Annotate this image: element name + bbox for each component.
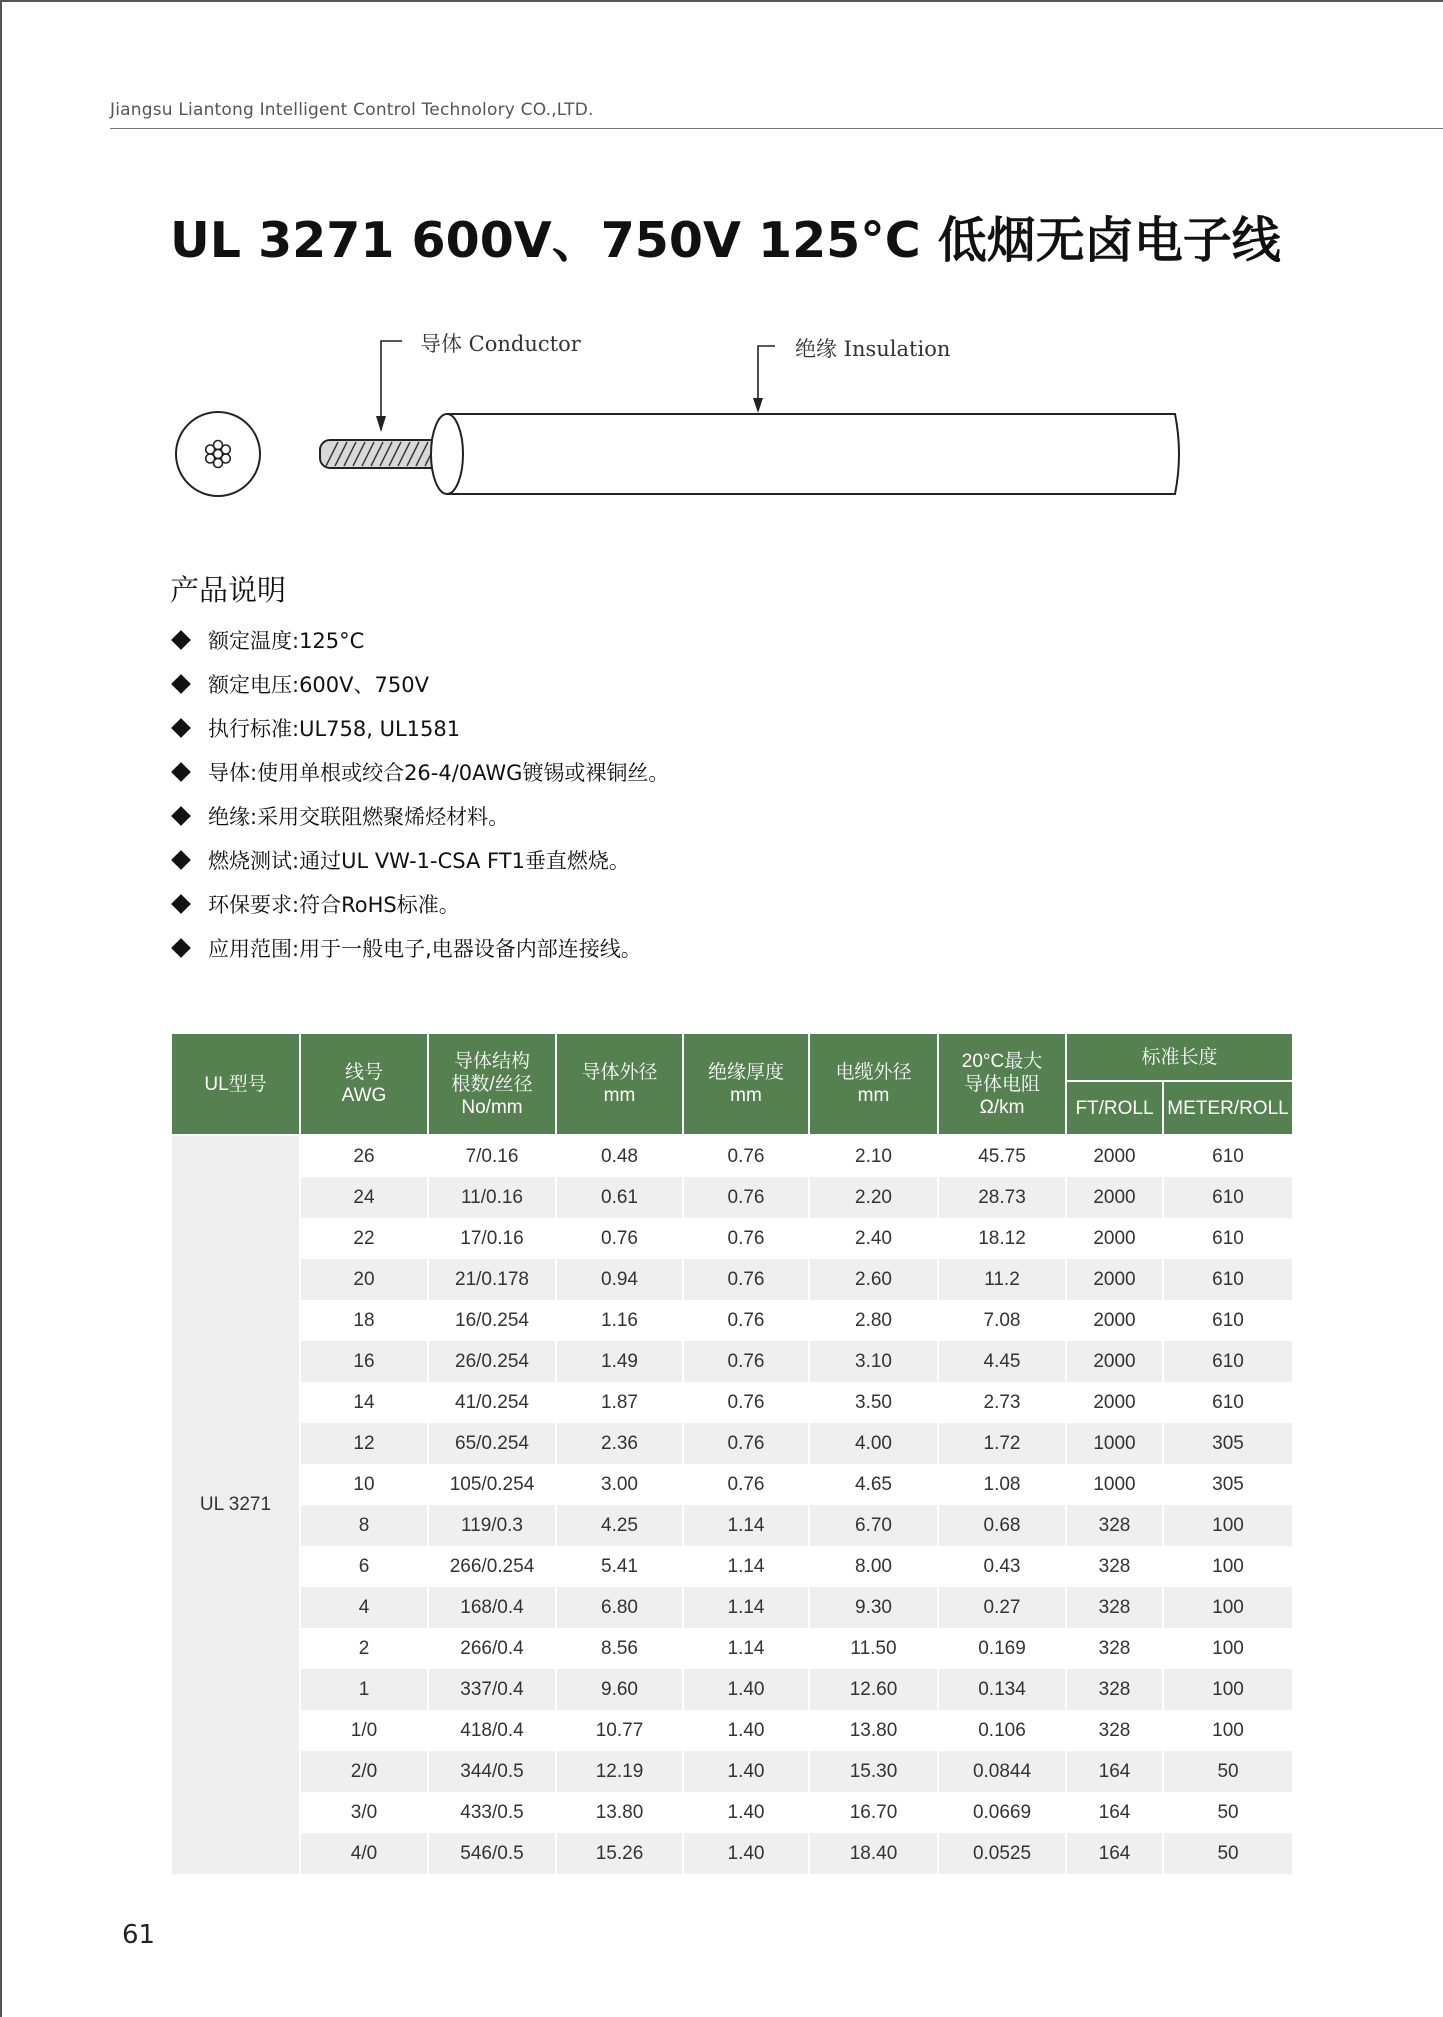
cell-insulation-thickness: 0.76 (683, 1259, 809, 1300)
cell-meter-roll: 610 (1163, 1341, 1293, 1382)
cell-meter-roll: 50 (1163, 1833, 1293, 1874)
cell-ft-roll: 164 (1066, 1792, 1163, 1833)
cell-ft-roll: 2000 (1066, 1300, 1163, 1341)
company-name: Jiangsu Liantong Intelligent Control Technolory CO.,LTD. (110, 100, 594, 120)
cell-meter-roll: 100 (1163, 1669, 1293, 1710)
cell-meter-roll: 100 (1163, 1710, 1293, 1751)
cell-meter-roll: 100 (1163, 1587, 1293, 1628)
cell-awg: 8 (300, 1505, 428, 1546)
cell-insulation-thickness: 1.14 (683, 1628, 809, 1669)
cell-cable-od: 2.80 (809, 1300, 938, 1341)
cell-ft-roll: 1000 (1066, 1464, 1163, 1505)
cell-conductor-od: 5.41 (556, 1546, 683, 1587)
header-model: UL型号 (171, 1033, 300, 1135)
cell-ft-roll: 328 (1066, 1546, 1163, 1587)
table-row (171, 1833, 1293, 1874)
cell-ft-roll: 2000 (1066, 1218, 1163, 1259)
cell-cable-od: 12.60 (809, 1669, 938, 1710)
cell-insulation-thickness: 0.76 (683, 1135, 809, 1177)
cell-conductor-structure: 41/0.254 (428, 1382, 556, 1423)
insulation-arrow-icon (753, 398, 763, 413)
header-meter-roll: METER/ROLL (1163, 1081, 1293, 1135)
cell-resistance: 11.2 (938, 1259, 1066, 1300)
cell-resistance: 0.0669 (938, 1792, 1066, 1833)
cell-insulation-thickness: 1.40 (683, 1792, 809, 1833)
cell-awg: 14 (300, 1382, 428, 1423)
table-row (171, 1218, 1293, 1259)
cell-conductor-od: 15.26 (556, 1833, 683, 1874)
cell-ft-roll: 328 (1066, 1669, 1163, 1710)
cell-insulation-thickness: 1.40 (683, 1710, 809, 1751)
cell-conductor-structure: 17/0.16 (428, 1218, 556, 1259)
cell-resistance: 0.134 (938, 1669, 1066, 1710)
conductor-label: 导体 Conductor (420, 332, 581, 356)
header-resistance: 20°C最大 导体电阻 Ω/km (938, 1033, 1066, 1135)
cell-meter-roll: 50 (1163, 1792, 1293, 1833)
cell-conductor-od: 13.80 (556, 1792, 683, 1833)
cell-resistance: 0.106 (938, 1710, 1066, 1751)
cell-ft-roll: 328 (1066, 1587, 1163, 1628)
cell-conductor-structure: 119/0.3 (428, 1505, 556, 1546)
diamond-bullet-icon (171, 718, 191, 738)
cell-meter-roll: 610 (1163, 1382, 1293, 1423)
cell-insulation-thickness: 0.76 (683, 1423, 809, 1464)
cell-awg: 4/0 (300, 1833, 428, 1874)
cell-conductor-structure: 266/0.254 (428, 1546, 556, 1587)
cross-section-icon (176, 412, 260, 496)
cell-cable-od: 4.65 (809, 1464, 938, 1505)
cell-meter-roll: 100 (1163, 1505, 1293, 1546)
insulation-body (438, 414, 1180, 494)
cell-meter-roll: 610 (1163, 1259, 1293, 1300)
feature-item (170, 926, 669, 970)
cell-awg: 22 (300, 1218, 428, 1259)
cell-conductor-od: 0.48 (556, 1135, 683, 1177)
cell-insulation-thickness: 0.76 (683, 1300, 809, 1341)
cell-awg: 2/0 (300, 1751, 428, 1792)
table-row (171, 1259, 1293, 1300)
table-row (171, 1751, 1293, 1792)
cell-conductor-structure: 7/0.16 (428, 1135, 556, 1177)
cell-ft-roll: 2000 (1066, 1341, 1163, 1382)
header-awg: 线号 AWG (300, 1033, 428, 1135)
cell-conductor-structure: 546/0.5 (428, 1833, 556, 1874)
cell-conductor-od: 3.00 (556, 1464, 683, 1505)
cell-meter-roll: 305 (1163, 1423, 1293, 1464)
table-row (171, 1177, 1293, 1218)
cell-cable-od: 3.10 (809, 1341, 938, 1382)
feature-item (170, 750, 669, 794)
diamond-bullet-icon (171, 850, 191, 870)
cell-conductor-od: 10.77 (556, 1710, 683, 1751)
cell-insulation-thickness: 1.40 (683, 1751, 809, 1792)
cell-meter-roll: 610 (1163, 1177, 1293, 1218)
cell-meter-roll: 610 (1163, 1218, 1293, 1259)
cell-insulation-thickness: 0.76 (683, 1382, 809, 1423)
cell-awg: 18 (300, 1300, 428, 1341)
cell-insulation-thickness: 0.76 (683, 1464, 809, 1505)
spec-table-body (171, 1135, 1293, 1874)
cell-conductor-od: 1.16 (556, 1300, 683, 1341)
cell-conductor-structure: 26/0.254 (428, 1341, 556, 1382)
cell-conductor-od: 0.94 (556, 1259, 683, 1300)
feature-text: 绝缘:采用交联阻燃聚烯烃材料。 (208, 805, 510, 829)
cell-cable-od: 3.50 (809, 1382, 938, 1423)
cell-resistance: 0.169 (938, 1628, 1066, 1669)
table-row (171, 1669, 1293, 1710)
cell-conductor-od: 9.60 (556, 1669, 683, 1710)
cell-resistance: 0.0525 (938, 1833, 1066, 1874)
cell-cable-od: 2.60 (809, 1259, 938, 1300)
diamond-bullet-icon (171, 894, 191, 914)
feature-item (170, 838, 669, 882)
table-row (171, 1341, 1293, 1382)
cell-resistance: 0.27 (938, 1587, 1066, 1628)
cell-conductor-od: 6.80 (556, 1587, 683, 1628)
cell-ft-roll: 2000 (1066, 1135, 1163, 1177)
feature-text: 额定电压:600V、750V (208, 673, 429, 697)
cell-conductor-od: 12.19 (556, 1751, 683, 1792)
cell-meter-roll: 610 (1163, 1135, 1293, 1177)
cell-awg: 10 (300, 1464, 428, 1505)
cell-resistance: 28.73 (938, 1177, 1066, 1218)
cell-cable-od: 15.30 (809, 1751, 938, 1792)
feature-text: 额定温度:125°C (208, 629, 365, 653)
cell-awg: 26 (300, 1135, 428, 1177)
cell-resistance: 18.12 (938, 1218, 1066, 1259)
diamond-bullet-icon (171, 630, 191, 650)
cell-ft-roll: 328 (1066, 1710, 1163, 1751)
table-row (171, 1423, 1293, 1464)
header-ft-roll: FT/ROLL (1066, 1081, 1163, 1135)
header-standard-length: 标准长度 (1066, 1033, 1293, 1081)
header-conductor-structure: 导体结构 根数/丝径 No/mm (428, 1033, 556, 1135)
cell-meter-roll: 100 (1163, 1546, 1293, 1587)
cell-resistance: 45.75 (938, 1135, 1066, 1177)
feature-text: 执行标准:UL758, UL1581 (208, 717, 461, 741)
cell-conductor-structure: 105/0.254 (428, 1464, 556, 1505)
feature-text: 导体:使用单根或绞合26-4/0AWG镀锡或裸铜丝。 (208, 761, 670, 785)
table-row (171, 1300, 1293, 1341)
diamond-bullet-icon (171, 806, 191, 826)
table-row (171, 1546, 1293, 1587)
strand-cluster-icon (206, 441, 231, 468)
cell-conductor-od: 0.76 (556, 1218, 683, 1259)
cell-resistance: 0.43 (938, 1546, 1066, 1587)
feature-text: 环保要求:符合RoHS标准。 (208, 893, 460, 917)
header-insulation-thickness: 绝缘厚度 mm (683, 1033, 809, 1135)
cell-conductor-od: 1.87 (556, 1382, 683, 1423)
cell-insulation-thickness: 0.76 (683, 1218, 809, 1259)
cell-ft-roll: 164 (1066, 1833, 1163, 1874)
cell-insulation-thickness: 1.40 (683, 1669, 809, 1710)
cell-cable-od: 2.40 (809, 1218, 938, 1259)
header-cable-od: 电缆外径 mm (809, 1033, 938, 1135)
cell-awg: 20 (300, 1259, 428, 1300)
cell-insulation-thickness: 0.76 (683, 1177, 809, 1218)
diamond-bullet-icon (171, 674, 191, 694)
cell-cable-od: 8.00 (809, 1546, 938, 1587)
cell-awg: 16 (300, 1341, 428, 1382)
cell-insulation-thickness: 1.40 (683, 1833, 809, 1874)
cell-awg: 3/0 (300, 1792, 428, 1833)
cell-model: UL 3271 (171, 1135, 300, 1874)
page-number: 61 (122, 1920, 156, 1950)
cell-ft-roll: 328 (1066, 1628, 1163, 1669)
cell-resistance: 0.68 (938, 1505, 1066, 1546)
cell-cable-od: 11.50 (809, 1628, 938, 1669)
table-row (171, 1505, 1293, 1546)
cell-resistance: 1.08 (938, 1464, 1066, 1505)
header-divider (110, 128, 1443, 129)
cell-awg: 24 (300, 1177, 428, 1218)
cell-ft-roll: 1000 (1066, 1423, 1163, 1464)
table-row (171, 1135, 1293, 1177)
cell-cable-od: 16.70 (809, 1792, 938, 1833)
table-row (171, 1628, 1293, 1669)
cell-ft-roll: 328 (1066, 1505, 1163, 1546)
cell-insulation-thickness: 1.14 (683, 1587, 809, 1628)
cell-resistance: 2.73 (938, 1382, 1066, 1423)
cell-cable-od: 2.20 (809, 1177, 938, 1218)
table-row (171, 1710, 1293, 1751)
feature-item (170, 706, 669, 750)
cell-insulation-thickness: 1.14 (683, 1546, 809, 1587)
cell-awg: 1 (300, 1669, 428, 1710)
conductor-arrow-icon (376, 416, 386, 432)
feature-list (170, 618, 669, 970)
cable-diagram (170, 320, 1200, 510)
cell-cable-od: 13.80 (809, 1710, 938, 1751)
page-left-border (0, 0, 2, 2017)
cell-conductor-structure: 337/0.4 (428, 1669, 556, 1710)
cell-conductor-structure: 266/0.4 (428, 1628, 556, 1669)
feature-item (170, 662, 669, 706)
section-title: 产品说明 (170, 573, 287, 607)
page-title: UL 3271 600V、750V 125°C 低烟无卤电子线 (170, 212, 1281, 269)
cell-awg: 12 (300, 1423, 428, 1464)
cell-insulation-thickness: 0.76 (683, 1341, 809, 1382)
cell-ft-roll: 2000 (1066, 1177, 1163, 1218)
cell-resistance: 0.0844 (938, 1751, 1066, 1792)
cell-meter-roll: 100 (1163, 1628, 1293, 1669)
cell-conductor-structure: 418/0.4 (428, 1710, 556, 1751)
feature-text: 燃烧测试:通过UL VW-1-CSA FT1垂直燃烧。 (208, 849, 630, 873)
spec-table (170, 1032, 1294, 1874)
cell-awg: 2 (300, 1628, 428, 1669)
cell-awg: 6 (300, 1546, 428, 1587)
cell-conductor-structure: 21/0.178 (428, 1259, 556, 1300)
feature-text: 应用范围:用于一般电子,电器设备内部连接线。 (208, 937, 642, 961)
cell-conductor-structure: 16/0.254 (428, 1300, 556, 1341)
cell-cable-od: 9.30 (809, 1587, 938, 1628)
cell-conductor-structure: 11/0.16 (428, 1177, 556, 1218)
cell-conductor-od: 0.61 (556, 1177, 683, 1218)
cell-conductor-od: 2.36 (556, 1423, 683, 1464)
cell-awg: 1/0 (300, 1710, 428, 1751)
cell-conductor-od: 8.56 (556, 1628, 683, 1669)
cell-resistance: 1.72 (938, 1423, 1066, 1464)
diamond-bullet-icon (171, 938, 191, 958)
cell-ft-roll: 164 (1066, 1751, 1163, 1792)
cell-cable-od: 6.70 (809, 1505, 938, 1546)
cell-conductor-structure: 433/0.5 (428, 1792, 556, 1833)
cell-ft-roll: 2000 (1066, 1382, 1163, 1423)
header-conductor-od: 导体外径 mm (556, 1033, 683, 1135)
cell-conductor-structure: 65/0.254 (428, 1423, 556, 1464)
insulation-label: 绝缘 Insulation (795, 337, 951, 361)
cell-conductor-structure: 168/0.4 (428, 1587, 556, 1628)
table-row (171, 1382, 1293, 1423)
feature-item (170, 882, 669, 926)
table-row (171, 1587, 1293, 1628)
cell-conductor-od: 1.49 (556, 1341, 683, 1382)
cell-cable-od: 2.10 (809, 1135, 938, 1177)
diamond-bullet-icon (171, 762, 191, 782)
cell-conductor-od: 4.25 (556, 1505, 683, 1546)
table-row (171, 1464, 1293, 1505)
feature-item (170, 618, 669, 662)
cell-meter-roll: 610 (1163, 1300, 1293, 1341)
feature-item (170, 794, 669, 838)
cell-conductor-structure: 344/0.5 (428, 1751, 556, 1792)
cell-cable-od: 4.00 (809, 1423, 938, 1464)
cell-resistance: 4.45 (938, 1341, 1066, 1382)
cell-meter-roll: 50 (1163, 1751, 1293, 1792)
cell-resistance: 7.08 (938, 1300, 1066, 1341)
conductor-strands-icon (320, 440, 443, 468)
cell-cable-od: 18.40 (809, 1833, 938, 1874)
table-row (171, 1792, 1293, 1833)
cell-awg: 4 (300, 1587, 428, 1628)
cell-insulation-thickness: 1.14 (683, 1505, 809, 1546)
page-top-border (0, 0, 1443, 2)
cell-meter-roll: 305 (1163, 1464, 1293, 1505)
cell-ft-roll: 2000 (1066, 1259, 1163, 1300)
